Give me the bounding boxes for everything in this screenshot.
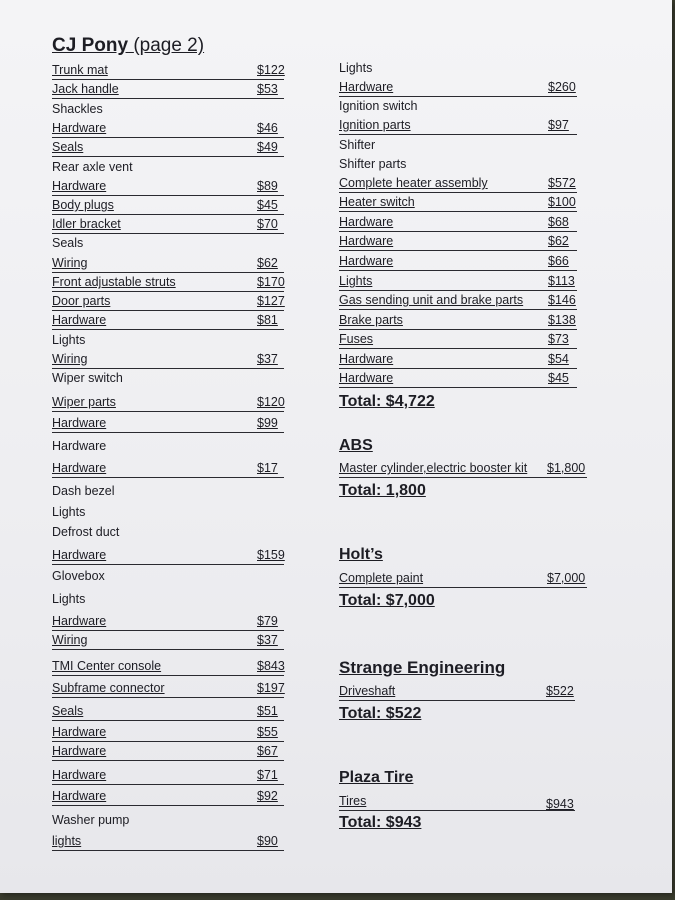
line-price: $146 [548,293,576,307]
line-item: Hardware [52,439,107,453]
section-row-holts [339,571,587,588]
line-row [52,313,284,330]
line-row [52,198,284,215]
line-row [339,313,577,330]
line-item: Wiring [52,352,88,366]
line-item: Hardware [52,179,107,193]
line-price: $89 [257,179,278,193]
line-item: Wiper parts [52,395,116,409]
line-row [52,834,284,851]
line-item: Fuses [339,332,374,346]
section-row-plaza-tire [339,794,575,811]
line-row [52,256,284,273]
line-item: Shifter parts [339,157,407,171]
line-item: Defrost duct [52,525,120,539]
line-row [339,293,577,310]
line-price: $843 [257,659,285,673]
line-price: $17 [257,461,278,475]
line-row [52,681,284,698]
line-price: $70 [257,217,278,231]
line-price: $159 [257,548,285,562]
line-price: $97 [548,118,569,132]
line-row [339,118,577,135]
line-item: Heater switch [339,195,415,209]
line-item: Seals [52,704,84,718]
line-row [339,80,577,97]
line-row [339,195,577,212]
line-item: Lights [339,61,373,75]
line-price: $81 [257,313,278,327]
line-item: Hardware [339,215,394,229]
line-item: Ignition switch [339,99,418,113]
line-item: Seals [52,140,84,154]
line-price: $170 [257,275,285,289]
line-row [52,725,284,742]
line-item: Hardware [52,614,107,628]
line-price: $943 [546,797,574,811]
line-row [52,333,312,349]
line-row [52,160,312,176]
section-heading-plaza-tire: Plaza Tire [339,769,414,786]
line-price: $51 [257,704,278,718]
section-heading-strange-engineering: Strange Engineering [339,658,506,677]
line-item: Dash bezel [52,484,115,498]
line-item: Trunk mat [52,63,108,77]
line-row [52,789,284,806]
line-row [52,614,284,631]
line-price: $7,000 [547,571,586,585]
line-row [52,121,284,138]
section-total-abs: Total: 1,800 [339,482,426,499]
line-item: Lights [339,274,373,288]
line-row [339,274,577,291]
line-price: $68 [548,215,569,229]
line-item: Hardware [52,768,107,782]
line-item: Hardware [52,744,107,758]
line-price: $45 [257,198,278,212]
line-row [52,352,284,369]
line-item: Wiper switch [52,371,123,385]
line-item: Ignition parts [339,118,411,132]
line-item: Door parts [52,294,111,308]
line-row [52,592,312,608]
line-row [52,294,284,311]
line-item: Wiring [52,633,88,647]
section-row-abs [339,461,587,478]
line-price: $127 [257,294,285,308]
line-price: $79 [257,614,278,628]
section-total-holts: Total: $7,000 [339,592,435,609]
line-price: $90 [257,834,278,848]
line-row [339,157,599,173]
section-heading-abs: ABS [339,437,373,454]
line-price: $260 [548,80,576,94]
line-price: $99 [257,416,278,430]
line-price: $37 [257,633,278,647]
line-row [339,138,599,154]
line-price: $113 [548,274,575,288]
line-row [52,416,284,433]
line-item: Hardware [339,234,394,248]
line-price: $62 [257,256,278,270]
line-item: Washer pump [52,813,130,827]
line-row [339,61,599,77]
line-item: Lights [52,333,86,347]
line-item: Glovebox [52,569,105,583]
line-item: Hardware [52,416,107,430]
line-row [52,102,312,118]
line-row [339,352,577,369]
line-price: $197 [257,681,285,695]
line-item: Hardware [339,254,394,268]
line-item: Body plugs [52,198,114,212]
line-item: Complete heater assembly [339,176,488,190]
line-item: Gas sending unit and brake parts [339,293,524,307]
line-price: $54 [548,352,569,366]
line-row [52,704,284,721]
line-row [339,371,577,388]
line-item: Hardware [52,313,107,327]
line-price: $138 [548,313,576,327]
line-price: $45 [548,371,569,385]
line-row [52,395,284,412]
line-row [52,484,312,500]
line-row [52,63,284,80]
line-item: TMI Center console [52,659,162,673]
line-item: Complete paint [339,571,424,585]
line-row [52,371,312,387]
line-price: $120 [257,395,285,409]
line-row [52,569,312,585]
section-heading-holts: Holt’s [339,546,383,563]
line-row [339,332,577,349]
line-price: $100 [548,195,576,209]
line-row [339,234,577,251]
line-item: Shifter [339,138,376,152]
line-price: $71 [257,768,278,782]
line-item: Hardware [52,461,107,475]
section-total-strange-engineering: Total: $522 [339,705,422,722]
line-row [339,99,599,115]
line-item: Hardware [339,80,394,94]
line-price: $46 [257,121,278,135]
line-row [52,548,284,565]
line-row [52,140,284,157]
line-price: $572 [548,176,576,190]
line-price: $55 [257,725,278,739]
line-item: Hardware [339,352,394,366]
line-row [52,525,312,541]
line-price: $73 [548,332,569,346]
line-item: Tires [339,794,367,808]
line-price: $67 [257,744,278,758]
line-item: Hardware [52,789,107,803]
line-item: Seals [52,236,84,250]
line-price: $1,800 [547,461,586,475]
line-item: Master cylinder,electric booster kit [339,461,528,475]
line-row [52,505,312,521]
line-price: $522 [546,684,574,698]
line-item: Shackles [52,102,103,116]
line-price: $49 [257,140,278,154]
cjpony-total: Total: $4,722 [339,393,435,410]
line-item: Hardware [52,725,107,739]
line-item: Subframe connector [52,681,165,695]
line-item: Driveshaft [339,684,396,698]
line-price: $122 [257,63,285,77]
line-item: Lights [52,592,86,606]
line-item: Lights [52,505,86,519]
line-item: Hardware [52,121,107,135]
line-row [52,82,284,99]
line-item: Rear axle vent [52,160,133,174]
line-row [52,768,284,785]
section-row-strange-engineering [339,684,575,701]
line-item: Wiring [52,256,88,270]
line-row [52,179,284,196]
line-item: Front adjustable struts [52,275,176,289]
line-row [52,439,312,455]
line-price: $53 [257,82,278,96]
line-item: lights [52,834,82,848]
line-row [339,254,577,271]
line-row [339,215,577,232]
line-row [52,659,284,676]
line-price: $66 [548,254,569,268]
line-price: $92 [257,789,278,803]
line-row [339,176,577,193]
line-row [52,461,284,478]
line-item: Jack handle [52,82,119,96]
line-price: $37 [257,352,278,366]
line-item: Hardware [339,371,394,385]
line-row [52,217,284,234]
page-title: CJ Pony (page 2) [52,35,205,56]
line-item: Hardware [52,548,107,562]
section-total-plaza-tire: Total: $943 [339,814,422,831]
line-item: Brake parts [339,313,403,327]
line-row [52,236,312,252]
line-item: Idler bracket [52,217,121,231]
line-row [52,744,284,761]
line-row [52,813,312,829]
line-price: $62 [548,234,569,248]
line-row [52,275,284,292]
line-row [52,633,284,650]
